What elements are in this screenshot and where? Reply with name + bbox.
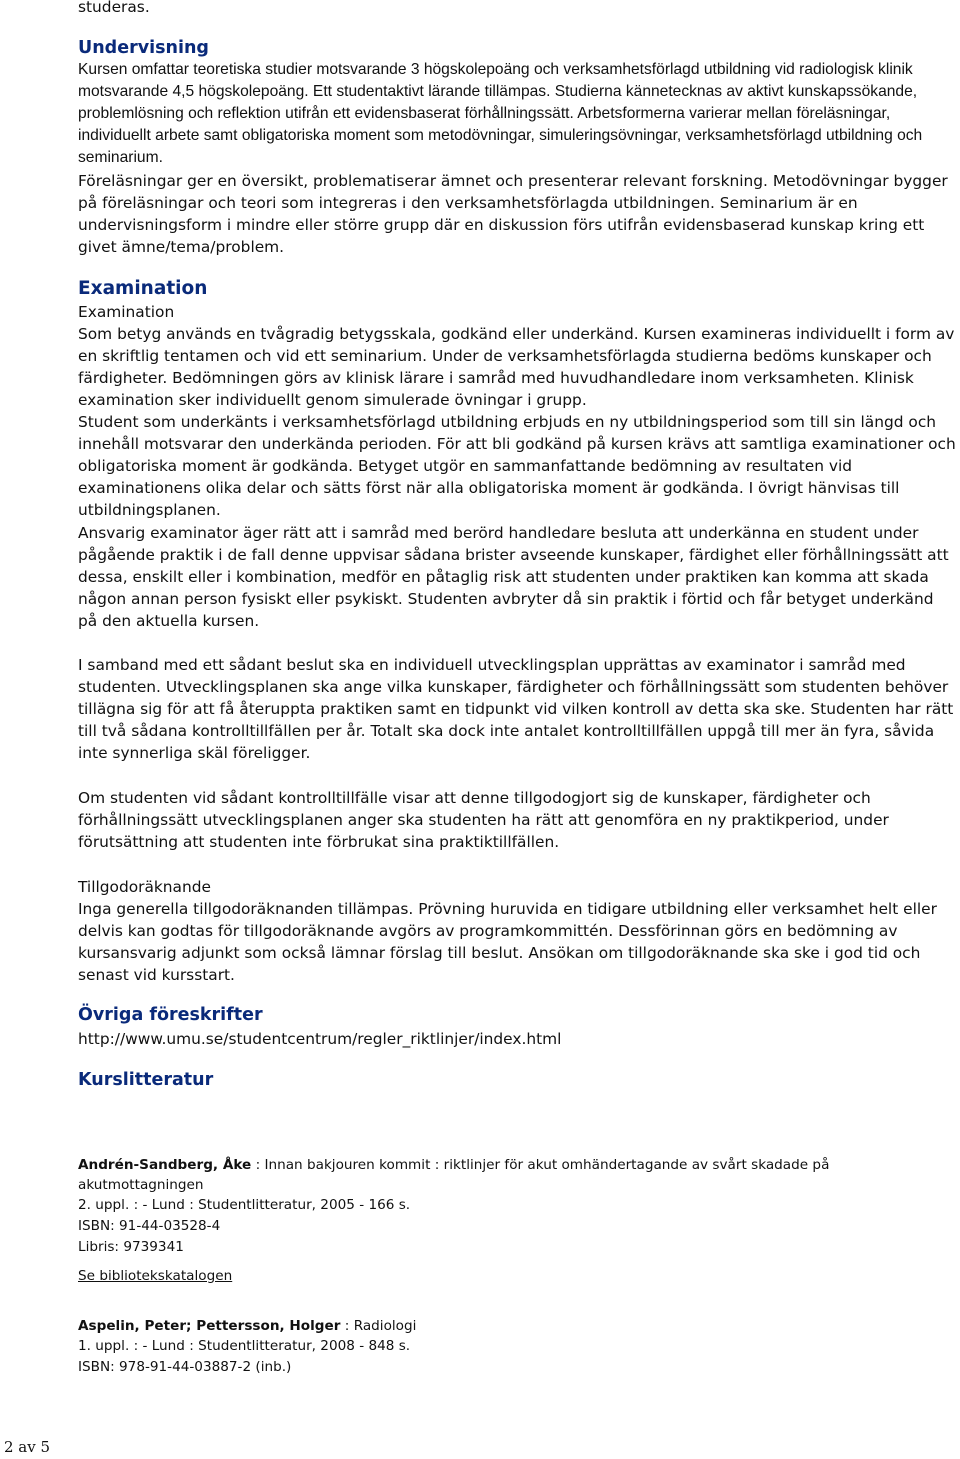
reference-1-isbn: ISBN: 91-44-03528-4 xyxy=(78,1218,221,1234)
reference-1-author: Andrén-Sandberg, Åke xyxy=(78,1157,252,1173)
examination-paragraph-2: Student som underkänts i verksamhetsförlagd utbildning erbjuds en ny utbildningsperiod som till sin längd och innehåll motsvarar den underkända perioden. För att bli godkänd på kursen krävs att samtliga examinationer och obligatoriska moment är godkända. Betyget utgör en sammanfattande bedömning av resultaten vid examinationens olika delar och sätts först när alla obligatoriska moment är godkända. I övrigt hänvisas till utbildningsplanen. xyxy=(78,413,956,519)
undervisning-heading: Undervisning xyxy=(78,38,209,58)
reference-2 xyxy=(78,1316,838,1377)
reference-2-author: Aspelin, Peter; Pettersson, Holger xyxy=(78,1318,341,1334)
undervisning-paragraph-2: Föreläsningar ger en översikt, problematiserar ämnet och presenterar relevant forskning. Metodövningar bygger på föreläsningar och teori som integreras i den verksamhetsförlagda utbildningen. Seminarium är en undervisningsform i mindre eller större grupp där en diskussion förs utifrån evidensbaserad kunskap kring ett givet ämne/tema/problem. xyxy=(78,172,948,256)
examination-paragraph-4: I samband med ett sådant beslut ska en individuell utvecklingsplan upprättas av examinator i samråd med studenten. Utvecklingsplanen ska ange vilka kunskaper, färdigheter och förhållningssätt som studenten behöver tillägna sig för att få återuppta praktiken samt en tidpunkt vid vilken kontroll av detta ska ske. Studenten har rätt till två sådana kontrolltillfällen per år. Totalt ska dock inte antalet kontrolltillfällen uppgå till mer än fyra, såvida inte synnerliga skäl föreligger. xyxy=(78,656,954,762)
previous-page-fragment: studeras. xyxy=(78,0,150,16)
undervisning-paragraph-1: Kursen omfattar teoretiska studier motsvarande 3 högskolepoäng och verksamhetsförlagd utbildning vid radiologisk klinik motsvarande 4,5 högskolepoäng. Ett studentaktivt lärande tillämpas. Studierna kännetecknas av aktivt kunskapssökande, problemlösning och reflektion utifrån ett evidensbaserat förhållningssätt. Arbetsformerna varierar mellan föreläsningar, individuellt arbete samt obligatoriska moment som metodövningar, simuleringsövningar, verksamhetsförlagd utbildning och seminarium. xyxy=(78,61,923,166)
reference-2-title: : Radiologi xyxy=(340,1318,417,1334)
regler-url: http://www.umu.se/studentcentrum/regler_riktlinjer/index.html xyxy=(78,1030,562,1048)
reference-2-isbn: ISBN: 978-91-44-03887-2 (inb.) xyxy=(78,1359,292,1375)
kurslitteratur-heading: Kurslitteratur xyxy=(78,1070,214,1090)
reference-1 xyxy=(78,1155,838,1286)
library-catalog-link[interactable]: Se bibliotekskatalogen xyxy=(78,1268,233,1284)
tillgodoraknande-heading: Tillgodoräknande xyxy=(78,878,211,896)
examination-paragraph-5: Om studenten vid sådant kontrolltillfälle visar att denne tillgodogjort sig de kunskaper, färdigheter och förhållningssätt utvecklingsplanen anger ska studenten ha rätt att genomföra en ny praktikperiod, under förutsättning att studenten inte förbrukat sina praktiktillfällen. xyxy=(78,789,889,851)
reference-2-edition: 1. uppl. : - Lund : Studentlitteratur, 2008 - 848 s. xyxy=(78,1338,411,1354)
reference-2-citation xyxy=(78,1316,838,1336)
tillgodoraknande-text: Inga generella tillgodoräknanden tillämpas. Prövning huruvida en tidigare utbildning eller verksamhet helt eller delvis kan godtas för tillgodoräknande avgörs av programkommittén. Dessförinnan görs en bedömning av kursansvarig adjunkt som också lämnar förslag till beslut. Ansökan om tillgodoräknande ska ske i god tid och senast vid kursstart. xyxy=(78,900,937,984)
ovriga-foreskrifter-heading: Övriga föreskrifter xyxy=(78,1005,263,1025)
reference-1-edition: 2. uppl. : - Lund : Studentlitteratur, 2005 - 166 s. xyxy=(78,1197,411,1213)
examination-subheading: Examination xyxy=(78,303,175,321)
page-number: 2 av 5 xyxy=(4,1438,51,1456)
examination-paragraph-3: Ansvarig examinator äger rätt att i samråd med berörd handledare besluta att underkänna en student under pågående praktik i de fall denne uppvisar sådana brister avseende kunskaper, färdighet eller förhållningssätt att dessa, enskilt eller i kombination, medför en påtaglig risk att studenten under praktiken kan komma att skada någon annan person fysiskt eller psykiskt. Studenten avbryter då sin praktik i förtid och får betyget underkänd på den aktuella kursen. xyxy=(78,524,949,630)
reference-1-libris: Libris: 9739341 xyxy=(78,1239,184,1255)
examination-heading: Examination xyxy=(78,278,208,299)
examination-paragraph-1: Som betyg används en tvågradig betygsskala, godkänd eller underkänd. Kursen examineras individuellt i form av en skriftlig tentamen och vid ett seminarium. Under de verksamhetsförlagda studierna bedöms kunskaper och färdigheter. Bedömningen görs av klinisk lärare i samråd med huvudhandledare inom verksamheten. Klinisk examination sker individuellt genom simulerade övningar i grupp. xyxy=(78,325,955,409)
reference-1-title: : Innan bakjouren kommit : riktlinjer för akut omhändertagande av svårt skadade på akutmottagningen xyxy=(78,1157,830,1193)
reference-1-citation xyxy=(78,1155,838,1195)
